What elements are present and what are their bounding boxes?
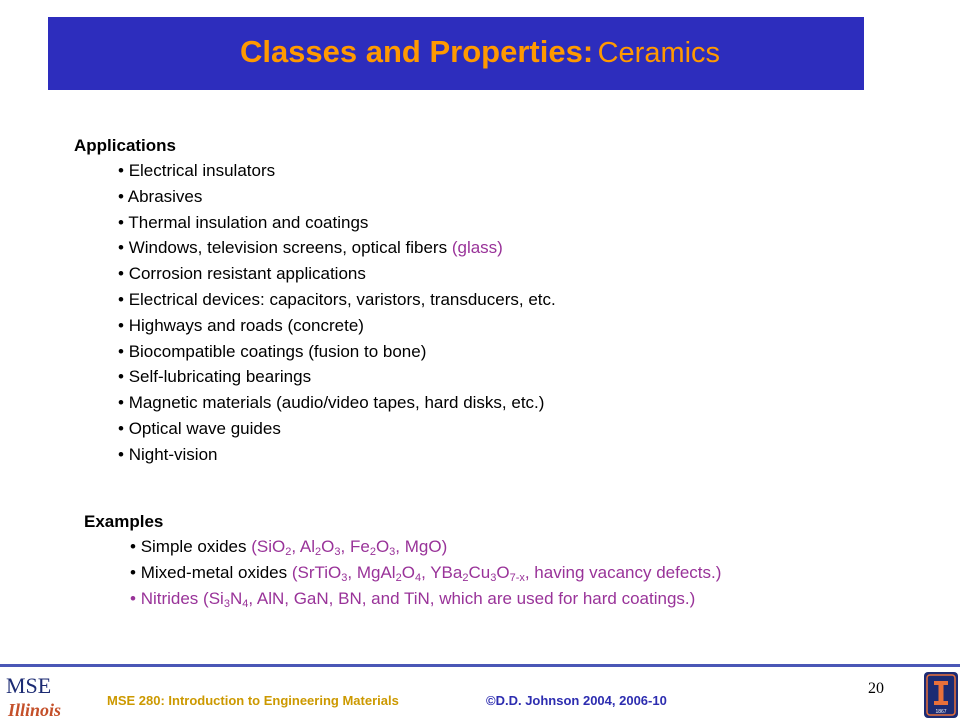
svg-text:1867: 1867 [935,709,947,715]
illinois-seal-icon [924,672,958,718]
list-item: • Magnetic materials (audio/video tapes, hard disks, etc.) [118,393,545,413]
title-main: Classes and Properties: [239,34,594,69]
svg-text:MSE: MSE [6,673,52,698]
list-item: • Optical wave guides [118,418,281,438]
list-item: • Biocompatible coatings (fusion to bone) [118,341,427,361]
svg-text:Illinois: Illinois [8,700,62,720]
list-item: • Thermal insulation and coatings [118,212,369,232]
mse-illinois-logo [4,672,76,720]
applications-list [118,158,556,468]
list-item: • Abrasives [118,186,203,206]
page-number: 20 [868,680,884,697]
list-item: • Highways and roads (concrete) [118,315,364,335]
list-item: • Corrosion resistant applications [118,264,366,284]
copyright: ©D.D. Johnson 2004, 2006-10 [486,693,667,708]
list-item: • Mixed-metal oxides (SrTiO$_3$, $MgAl_2O_4$, $YBa_2Cu_3O_{7-x}$, having vacancy defects.) [130,562,722,584]
applications-heading: Applications [74,136,177,155]
list-item: • Simple oxides (SiO$_2$, $Al_2O_3$, $Fe_2O_3$, MgO) [130,537,448,558]
footer-divider [0,664,960,667]
glass-highlight: (glass) [451,238,503,258]
list-item: • Electrical insulators [118,161,276,180]
slide-title [0,36,960,68]
list-item: • Night-vision [118,444,218,464]
examples-list [130,534,721,611]
list-item: • Self-lubricating bearings [118,367,312,387]
title-sub: Ceramics [597,37,721,69]
examples-heading: Examples [84,512,164,531]
list-item: • Electrical devices: capacitors, varistors, transducers, etc. [118,289,556,309]
list-item: • Windows, television screens, optical fibers (glass) [118,238,503,258]
list-item: • Nitrides ($Si_3N_4$, AlN, GaN, BN, and TiN, which are used for hard coatings.) [130,588,696,610]
course-name: MSE 280: Introduction to Engineering Materials [107,693,399,708]
